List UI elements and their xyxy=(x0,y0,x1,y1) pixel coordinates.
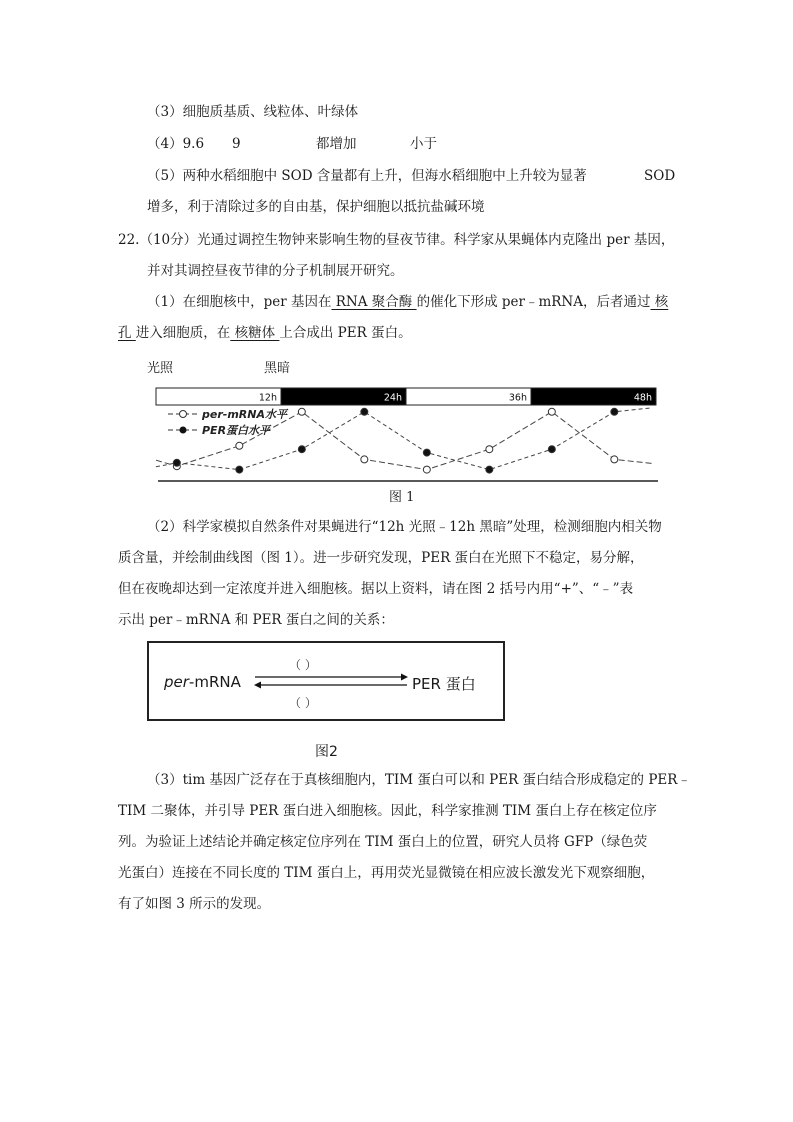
fig2-paren-bottom: （ ） xyxy=(289,696,317,710)
answer-5-a: （5）两种水稻细胞中 SOD 含量都有上升，但海水稻细胞中上升较为显著 xyxy=(147,168,587,184)
answer-4-c: 都增加 xyxy=(316,136,357,152)
protein-point-2 xyxy=(236,466,243,473)
q22-part2-line1: （2）科学家模拟自然条件对果蝇进行“12h 光照﹣12h 黑暗”处理，检测细胞内相关物 xyxy=(147,519,662,535)
arrow-forward-head xyxy=(401,674,408,681)
q22-part3-line4: 光蛋白）连接在不同长度的 TIM 蛋白上，再用荧光显微镜在相应波长激发光下观察细胞， xyxy=(118,865,655,881)
arrow-backward-head xyxy=(254,682,261,689)
q22-part1-line2 xyxy=(118,324,412,342)
fig1-caption: 图 1 xyxy=(389,490,415,505)
protein-point-6 xyxy=(486,466,493,473)
fig2-caption: 图2 xyxy=(315,744,338,760)
q22-part3-line2: TIM 二聚体，并引导 PER 蛋白进入细胞核。因此，科学家推测 TIM 蛋白上存在核定位序 xyxy=(118,803,657,819)
answer-nuclear-pore-b: 孔 xyxy=(118,325,136,341)
time-label-48h: 48h xyxy=(633,392,652,404)
q22-part1-line1 xyxy=(147,293,668,311)
answer-4-d: 小于 xyxy=(410,136,437,152)
mrna-point-3 xyxy=(298,408,305,415)
answer-5-c: 增多，利于清除过多的自由基，保护细胞以抵抗盐碱环境 xyxy=(147,199,485,215)
fig2-arrows xyxy=(149,643,503,719)
answer-3: （3）细胞质基质、线粒体、叶绿体 xyxy=(147,104,359,120)
mrna-point-5 xyxy=(423,466,430,473)
time-label-36h: 36h xyxy=(508,392,527,404)
protein-point-4 xyxy=(361,408,368,415)
fig2-paren-top: （ ） xyxy=(289,658,317,672)
figure-1-chart xyxy=(150,385,662,485)
fig2-mrna-rest: -mRNA xyxy=(188,673,241,691)
answer-nuclear-pore-a: 核 xyxy=(650,294,669,310)
q22-part3-line1: （3）tim 基因广泛存在于真核细胞内，TIM 蛋白可以和 PER 蛋白结合形成稳定的 PER﹣ xyxy=(147,772,691,788)
answer-4-b: 9 xyxy=(232,136,241,152)
legend-mrna-marker xyxy=(180,411,187,418)
fig1-label-light: 光照 xyxy=(147,361,174,376)
answer-5-b: SOD xyxy=(644,168,676,184)
q22-p1-text-b: 的催化下形成 per﹣mRNA，后者通过 xyxy=(416,294,651,310)
mrna-point-8 xyxy=(611,456,618,463)
q22-p1-text-d: 上合成出 PER 蛋白。 xyxy=(279,325,412,341)
fig2-mrna-italic: per xyxy=(164,673,189,691)
protein-point-5 xyxy=(423,449,430,456)
figure-2-box xyxy=(147,641,505,721)
q22-heading-2: 并对其调控昼夜节律的分子机制展开研究。 xyxy=(147,263,404,279)
time-label-12h: 12h xyxy=(258,392,277,404)
fig1-label-dark: 黑暗 xyxy=(264,361,291,376)
q22-part3-line5: 有了如图 3 所示的发现。 xyxy=(118,896,271,912)
protein-point-1 xyxy=(173,459,180,466)
legend xyxy=(168,408,289,437)
protein-point-3 xyxy=(298,446,305,453)
answer-ribosome: 核糖体 xyxy=(230,325,280,341)
answer-rna-polymerase: RNA 聚合酶 xyxy=(331,294,417,310)
q22-part2-line3: 但在夜晚却达到一定浓度并进入细胞核。据以上资料，请在图 2 括号内用“+”、“﹣”表 xyxy=(118,581,634,597)
mrna-point-6 xyxy=(486,446,493,453)
time-label-24h: 24h xyxy=(383,392,402,404)
fig2-protein-label: PER 蛋白 xyxy=(412,675,476,693)
q22-part2-line4: 示出 per﹣mRNA 和 PER 蛋白之间的关系： xyxy=(118,612,394,628)
mrna-point-7 xyxy=(548,408,555,415)
q22-part3-line3: 列。为验证上述结论并确定核定位序列在 TIM 蛋白上的位置，研究人员将 GFP（绿色荧 xyxy=(118,834,648,850)
protein-point-7 xyxy=(548,446,555,453)
time-bar xyxy=(156,388,656,405)
q22-part2-line2: 质含量，并绘制曲线图（图 1）。进一步研究发现，PER 蛋白在光照下不稳定，易分解， xyxy=(118,550,644,566)
protein-point-8 xyxy=(611,408,618,415)
q22-p1-text-c: 进入细胞质，在 xyxy=(135,325,231,341)
legend-protein-label: PER蛋白水平 xyxy=(202,424,271,437)
mrna-point-4 xyxy=(361,456,368,463)
q22-heading-1: 22.（10分）光通过调控生物钟来影响生物的昼夜节律。科学家从果蝇体内克隆出 per 基因， xyxy=(118,232,675,248)
answer-4-label: （4）9.6 xyxy=(147,136,205,152)
legend-mrna-label: per-mRNA水平 xyxy=(202,408,287,421)
legend-protein-marker xyxy=(180,427,187,434)
mrna-point-2 xyxy=(236,442,243,449)
q22-p1-text-a: （1）在细胞核中，per 基因在 xyxy=(147,294,332,310)
